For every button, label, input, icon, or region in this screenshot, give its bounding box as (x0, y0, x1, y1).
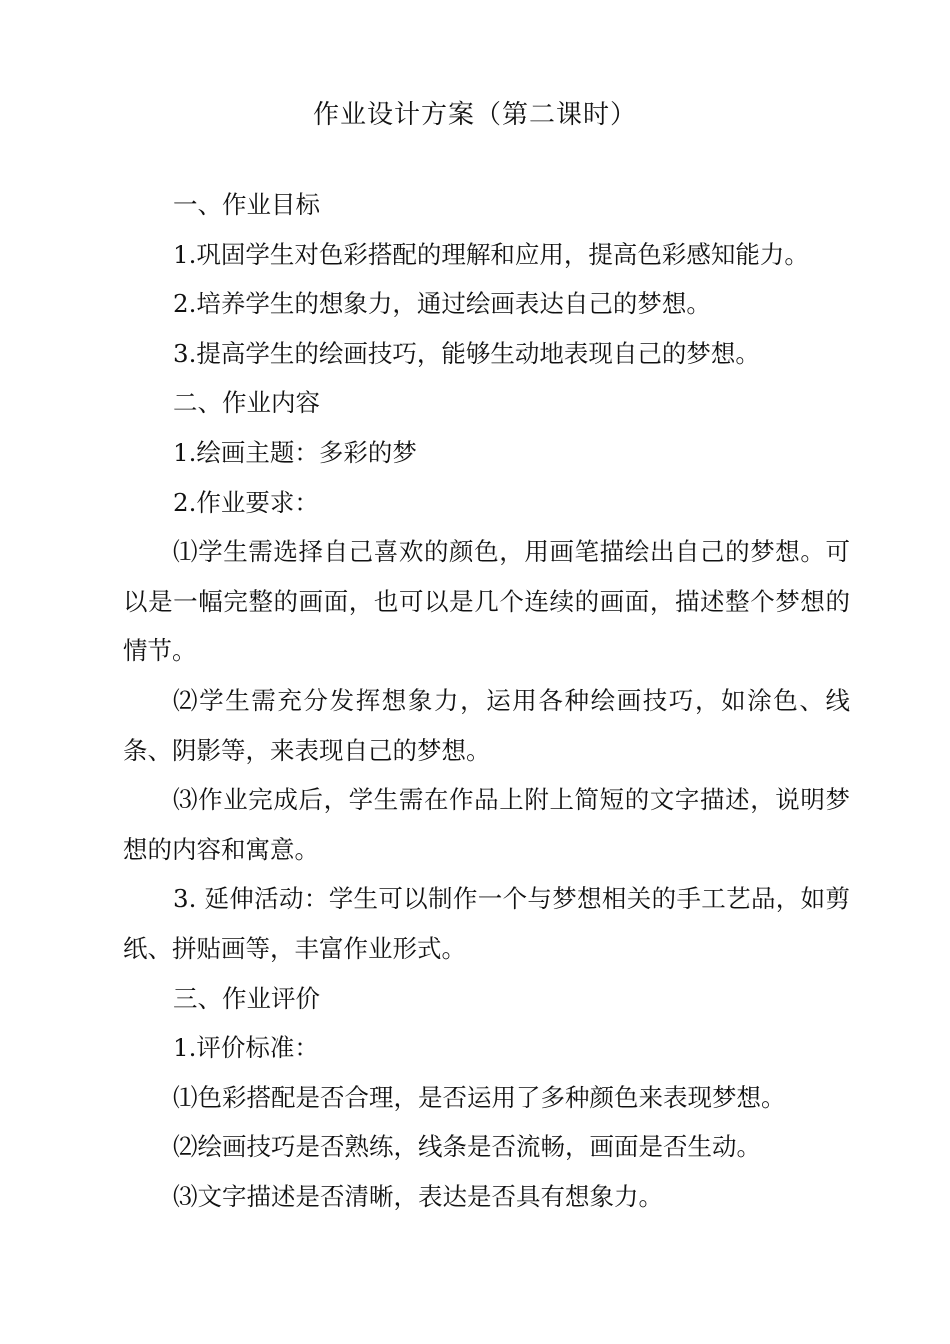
content-item-theme: 1.绘画主题：多彩的梦 (173, 437, 417, 467)
criteria-item-2: ⑵绘画技巧是否熟练，线条是否流畅，画面是否生动。 (173, 1132, 761, 1162)
goal-item-2: 2.培养学生的想象力，通过绘画表达自己的梦想。 (173, 289, 711, 319)
goal-item-3: 3.提高学生的绘画技巧，能够生动地表现自己的梦想。 (173, 338, 760, 368)
requirement-item-1: ⑴学生需选择自己喜欢的颜色，用画笔描绘出自己的梦想。可以是一幅完整的画面，也可以是几个连续的画面，描述整个梦想的情节。 (123, 537, 850, 666)
evaluation-item-criteria: 1.评价标准： (173, 1033, 319, 1063)
document-body (123, 180, 850, 1221)
section-heading-evaluation: 三、作业评价 (173, 983, 320, 1013)
goal-item-1: 1.巩固学生对色彩搭配的理解和应用，提高色彩感知能力。 (173, 239, 809, 269)
section-heading-goals: 一、作业目标 (173, 190, 320, 219)
document-title: 作业设计方案（第二课时） (312, 100, 637, 130)
criteria-item-3: ⑶文字描述是否清晰，表达是否具有想象力。 (173, 1181, 663, 1211)
criteria-item-1: ⑴色彩搭配是否合理，是否运用了多种颜色来表现梦想。 (173, 1082, 786, 1112)
requirement-item-2: ⑵学生需充分发挥想象力，运用各种绘画技巧，如涂色、线条、阴影等，来表现自己的梦想。 (123, 685, 850, 765)
content-item-extension: 3. 延伸活动：学生可以制作一个与梦想相关的手工艺品，如剪纸、拼贴画等，丰富作业形式。 (123, 884, 850, 963)
requirement-item-3: ⑶作业完成后，学生需在作品上附上简短的文字描述，说明梦想的内容和寓意。 (123, 785, 850, 864)
content-item-requirements: 2.作业要求： (173, 487, 319, 517)
section-heading-content: 二、作业内容 (173, 388, 320, 418)
